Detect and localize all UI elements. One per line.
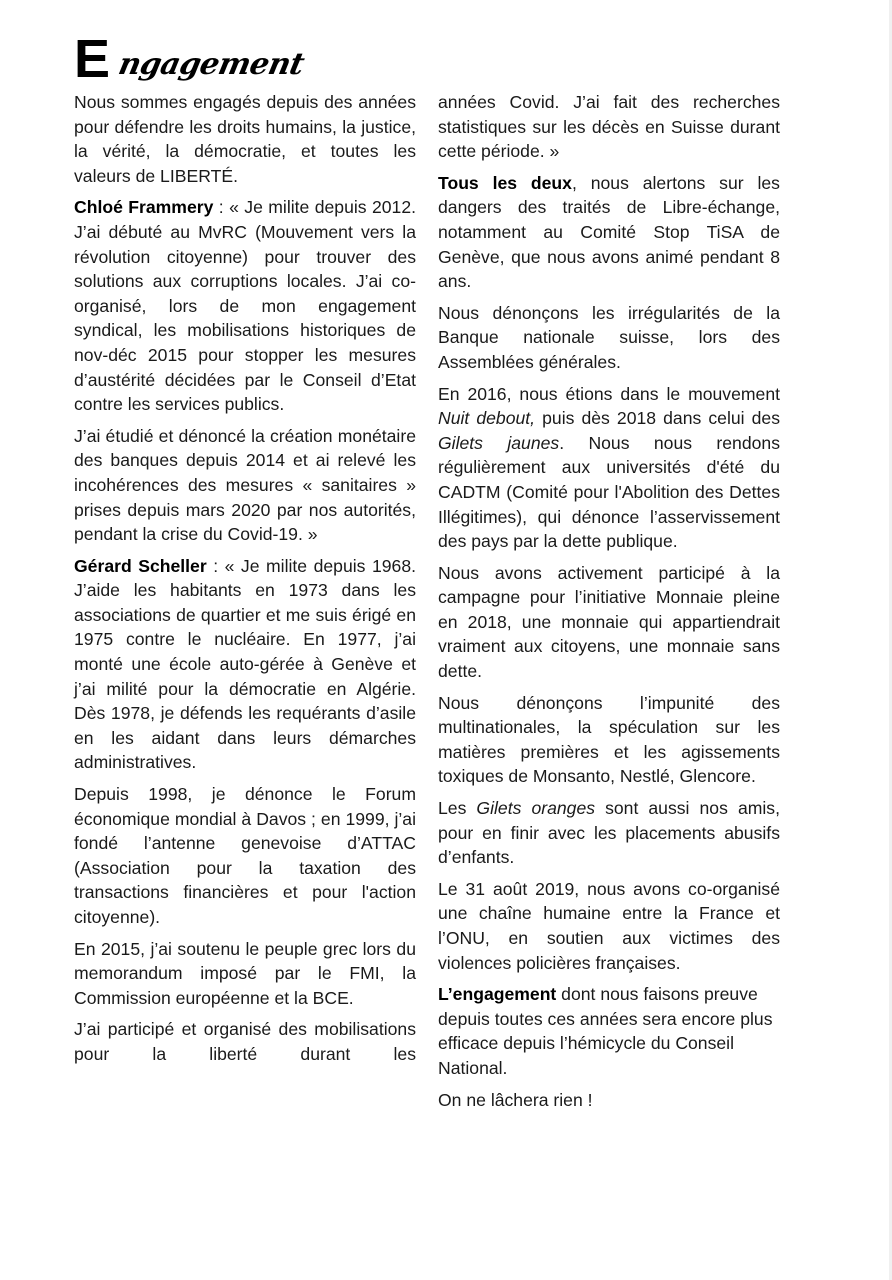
chloe-paragraph: Chloé Frammery : « Je milite depuis 2012. J’ai débuté au MvRC (Mouvement vers la révolution citoyenne) pour trouver des solutions aux corruptions locales. J’ai co-organisé, lors de mon engagement syndical, les mobilisations historiques de nov-déc 2015 pour stopper les mesures d’austérité décidées par le Conseil d’Etat contre les services publics. <box>74 197 417 415</box>
title-script: ngagement <box>115 47 308 82</box>
lead-bold: L’engagement <box>438 984 557 1005</box>
gerard-paragraph: Gérard Scheller : « Je milite depuis 1968. J’aide les habitants en 1973 dans les associations de quartier et me suis érigé en 1975 contre le nucléaire. En 1977, j’ai monté une école auto-gérée à Genève et j’ai milité pour la démocratie en Algérie. Dès 1978, je défends les requérants d’asile en les aidant dans leurs démarches administratives. <box>74 555 417 773</box>
paragraph: Les Gilets oranges sont aussi nos amis, pour en finir avec les placements abusifs d’enfants. <box>438 798 780 868</box>
paragraph: Depuis 1998, je dénonce le Forum économique mondial à Davos ; en 1999, j’ai fondé l’antenne genevoise d’ATTAC (Association pour la taxation des transactions financières et pour l'action citoyenne). <box>74 784 416 927</box>
paragraph: Le 31 août 2019, nous avons co-organisé une chaîne humaine entre la France et l’ONU, en soutien aux victimes des violences policières françaises. <box>438 878 780 973</box>
lead-bold: Tous les deux <box>438 172 572 193</box>
right-column <box>438 90 780 1119</box>
paragraph: Nous avons activement participé à la campagne pour l’initiative Monnaie pleine en 2018, une monnaie qui appartiendrait vraiment aux citoyens, une monnaie sans dette. <box>438 562 780 682</box>
paragraph: En 2016, nous étions dans le mouvement Nuit debout, puis dès 2018 dans celui des Gilets jaunes. Nous nous rendons régulièrement aux universités d'été du CADTM (Comité pour l'Abolition des Dettes Illégitimes), qui dénonce l’asservissement des pays par la dette publique. <box>438 383 780 552</box>
paragraph: années Covid. J’ai fait des recherches statistiques sur les décès en Suisse durant cette période. » <box>438 92 780 162</box>
paragraph: Nous dénonçons l’impunité des multinationales, la spéculation sur les matières premières et les agissements toxiques de Monsanto, Nestlé, Glencore. <box>438 692 780 787</box>
speaker-name: Gérard Scheller <box>74 555 207 576</box>
paragraph: Tous les deux, nous alertons sur les dangers des traités de Libre-échange, notamment au Comité Stop TiSA de Genève, que nous avons animé pendant 8 ans. <box>438 172 780 292</box>
title-initial: E <box>74 29 110 89</box>
intro-paragraph: Nous sommes engagés depuis des années pour défendre les droits humains, la justice, la vérité, la démocratie, et toutes les valeurs de LIBERTÉ. <box>74 92 416 186</box>
closing-paragraph: L’engagement dont nous faisons preuve depuis toutes ces années sera encore plus efficace depuis l’hémicycle du Conseil National. <box>438 984 773 1078</box>
page-title <box>74 26 308 89</box>
paragraph: J’ai étudié et dénoncé la création monétaire des banques depuis 2014 et ai relevé les incohérences des mesures « sanitaires » prises depuis mars 2020 par nos autorités, pendant la crise du Covid-19. » <box>74 425 416 545</box>
speaker-name: Chloé Frammery <box>74 197 214 218</box>
slogan: On ne lâchera rien ! <box>438 1089 593 1110</box>
paragraph: Nous dénonçons les irrégularités de la Banque nationale suisse, lors des Assemblées générales. <box>438 302 780 372</box>
paragraph: J’ai participé et organisé des mobilisations pour la liberté durant les <box>74 1019 416 1064</box>
paragraph: En 2015, j’ai soutenu le peuple grec lors du memorandum imposé par le FMI, la Commission européenne et la BCE. <box>74 938 416 1008</box>
left-column <box>74 90 416 1074</box>
